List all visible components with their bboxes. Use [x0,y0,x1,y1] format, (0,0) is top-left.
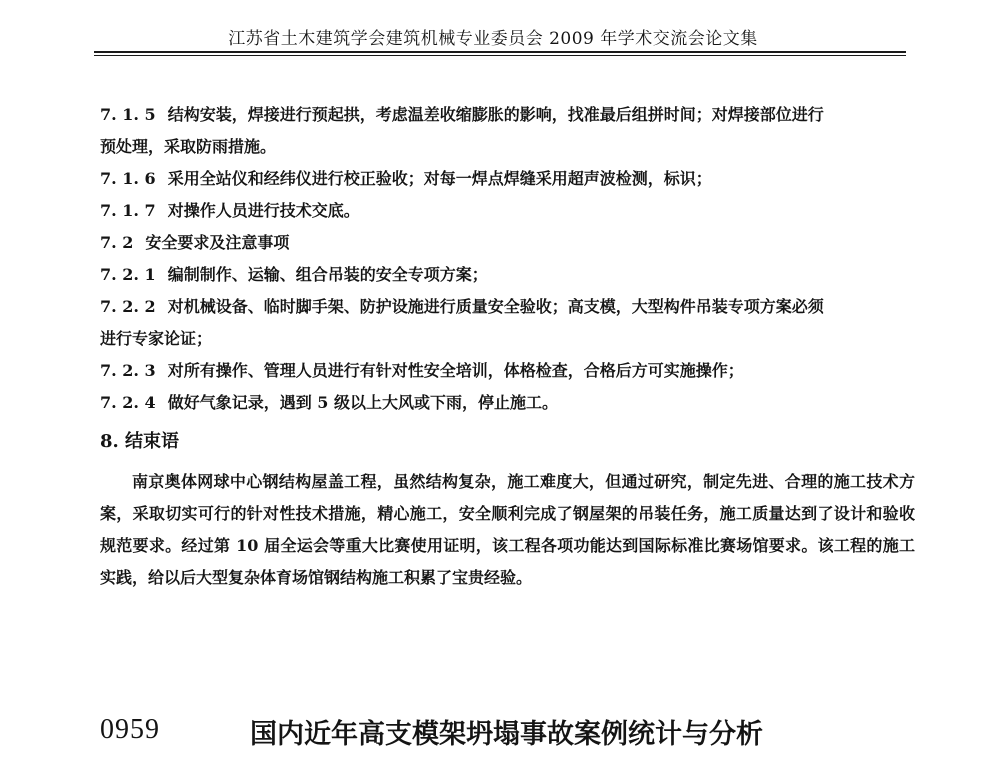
item-7-1-6 [100,165,712,193]
section-8-paragraph: 南京奥体网球中心钢结构屋盖工程，虽然结构复杂，施工难度大，但通过研究，制定先进、合理的施工技术方案，采取切实可行的针对性技术措施，精心施工，安全顺利完成了钢屋架的吊装任务，施工质量达到了设计和验收规范要求。经过第 10 届全运会等重大比赛使用证明，该工程各项功能达到国际标准比赛场馆要求。该工程的施工实践，给以后大型复杂体育场馆钢结构施工积累了宝贵经验。 [100,472,915,587]
running-header: 江苏省土木建筑学会建筑机械专业委员会 2009 年学术交流会论文集 [228,29,758,49]
section-8-title: 8. 结束语 [100,431,180,452]
item-7-2-4 [100,389,558,417]
item-text: 采用全站仪和经纬仪进行校正验收；对每一焊点焊缝采用超声波检测，标识； [167,169,712,188]
item-7-2-1 [100,261,488,289]
item-text: 进行专家论证； [100,329,213,348]
item-7-2 [100,229,289,257]
item-text: 对所有操作、管理人员进行有针对性安全培训，体格检查，合格后方可实施操作； [167,361,744,380]
article-code: 0959 [100,714,160,745]
item-number: 7. 1. 6 [100,169,156,188]
article-title: 国内近年高支模架坍塌事故案例统计与分析 [250,719,763,750]
item-text: 对操作人员进行技术交底。 [167,201,360,220]
item-text: 结构安装，焊接进行预起拱，考虑温差收缩膨胀的影响，找准最后组拼时间；对焊接部位进行 [167,105,824,124]
item-7-1-5-cont [100,133,276,161]
item-text: 做好气象记录，遇到 5 级以上大风或下雨，停止施工。 [167,393,558,412]
item-number: 7. 2. 2 [100,297,156,316]
item-7-1-5 [100,101,824,129]
item-number: 7. 2. 4 [100,393,156,412]
item-number: 7. 1. 5 [100,105,156,124]
item-7-2-2-cont [100,325,212,353]
header-rule [94,51,906,53]
item-7-2-2 [100,293,824,321]
item-number: 7. 2. 1 [100,265,156,284]
item-text: 安全要求及注意事项 [145,233,290,252]
item-7-2-3 [100,357,744,385]
item-number: 7. 1. 7 [100,201,156,220]
item-number: 7. 2 [100,233,134,252]
header-rule-thin [94,55,906,56]
item-text: 编制制作、运输、组合吊装的安全专项方案； [167,265,488,284]
item-text: 预处理，采取防雨措施。 [100,137,277,156]
item-number: 7. 2. 3 [100,361,156,380]
item-text: 对机械设备、临时脚手架、防护设施进行质量安全验收；高支模，大型构件吊装专项方案必须 [167,297,824,316]
item-7-1-7 [100,197,360,225]
